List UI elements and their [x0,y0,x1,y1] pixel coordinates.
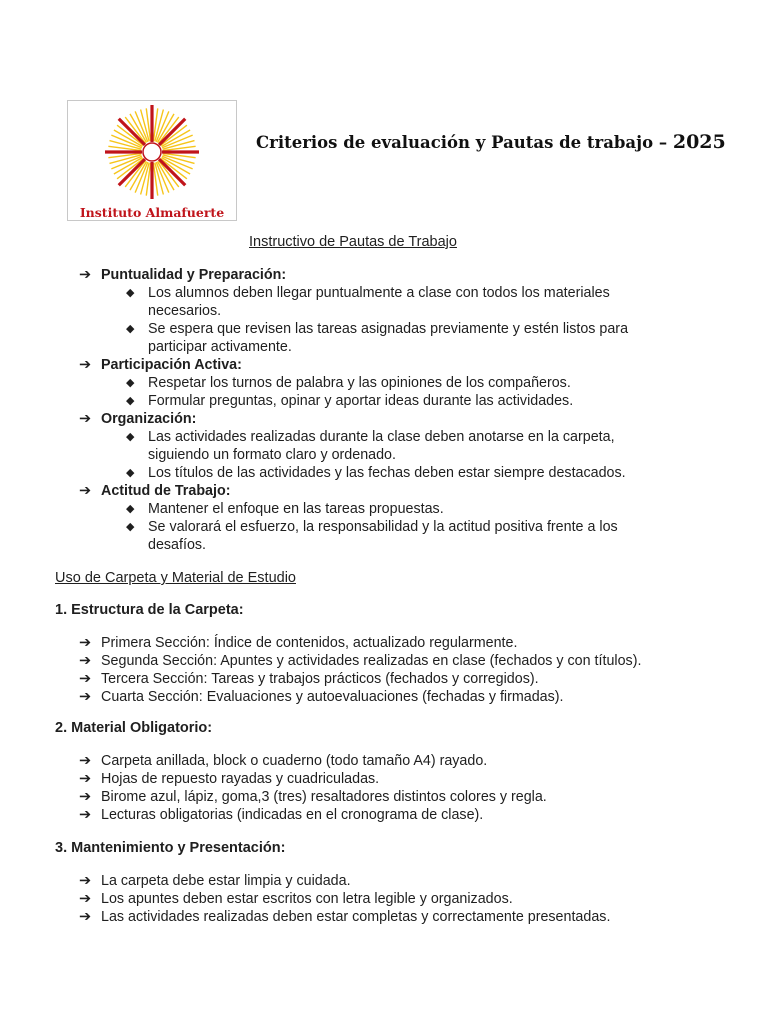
arrow-icon: ➔ [79,671,91,687]
diamond-bullet-icon: ◆ [126,503,135,515]
arrow-icon: ➔ [79,789,91,805]
arrow-icon: ➔ [79,909,91,925]
list-item-text: Los títulos de las actividades y las fechas deben estar siempre destacados. [148,465,626,481]
arrow-icon: ➔ [79,807,91,823]
list-item-text: Las actividades realizadas deben estar completas y correctamente presentadas. [101,909,611,925]
institute-logo [67,100,237,221]
list-item-text: Hojas de repuesto rayadas y cuadriculadas. [101,771,380,787]
section-heading: 1. Estructura de la Carpeta: [55,602,244,618]
list-item-text: Los alumnos deben llegar puntualmente a clase con todos los materiales [148,285,610,301]
diamond-bullet-icon: ◆ [126,431,135,443]
list-item-text: Respetar los turnos de palabra y las opiniones de los compañeros. [148,375,571,391]
uso-title: Uso de Carpeta y Material de Estudio [55,570,296,586]
list-item-text: Mantener el enfoque en las tareas propuestas. [148,501,444,517]
instructivo-title: Instructivo de Pautas de Trabajo [249,234,457,250]
list-item-text: Se espera que revisen las tareas asignadas previamente y estén listos para [148,321,629,337]
sunburst-logo-icon [68,101,238,222]
logo-text: Instituto Almafuerte [79,205,225,220]
arrow-icon: ➔ [79,267,91,283]
list-item-text: Las actividades realizadas durante la clase deben anotarse en la carpeta, [148,429,615,445]
document-title [256,131,726,153]
list-item-text: Tercera Sección: Tareas y trabajos prácticos (fechados y corregidos). [101,671,539,687]
list-item-text: Formular preguntas, opinar y aportar ideas durante las actividades. [148,393,574,409]
list-heading: Organización: [101,411,197,427]
diamond-bullet-icon: ◆ [126,377,135,389]
list-item-text: Los apuntes deben estar escritos con letra legible y organizados. [101,891,513,907]
list-item-text: desafíos. [148,537,207,553]
list-heading: Actitud de Trabajo: [101,483,231,499]
arrow-icon: ➔ [79,653,91,669]
diamond-bullet-icon: ◆ [126,521,135,533]
arrow-icon: ➔ [79,357,91,373]
diamond-bullet-icon: ◆ [126,323,135,335]
diamond-bullet-icon: ◆ [126,395,135,407]
document-year: 2025 [672,131,726,153]
diamond-bullet-icon: ◆ [126,287,135,299]
arrow-icon: ➔ [79,411,91,427]
arrow-icon: ➔ [79,635,91,651]
list-item-text: Lecturas obligatorias (indicadas en el cronograma de clase). [101,807,484,823]
arrow-icon: ➔ [79,483,91,499]
list-item-text: siguiendo un formato claro y ordenado. [148,447,396,463]
arrow-icon: ➔ [79,771,91,787]
section-heading: 3. Mantenimiento y Presentación: [55,840,286,856]
list-item-text: Se valorará el esfuerzo, la responsabilidad y la actitud positiva frente a los [148,519,618,535]
list-item-text: Carpeta anillada, block o cuaderno (todo tamaño A4) rayado. [101,753,488,769]
arrow-icon: ➔ [79,873,91,889]
list-heading: Puntualidad y Preparación: [101,267,287,283]
section-heading: 2. Material Obligatorio: [55,720,213,736]
list-item-text: participar activamente. [148,339,292,355]
list-item-text: Birome azul, lápiz, goma,3 (tres) resaltadores distintos colores y regla. [101,789,547,805]
list-heading: Participación Activa: [101,357,242,373]
list-item-text: Primera Sección: Índice de contenidos, actualizado regularmente. [101,635,518,651]
arrow-icon: ➔ [79,689,91,705]
list-item-text: Cuarta Sección: Evaluaciones y autoevaluaciones (fechadas y firmadas). [101,689,564,705]
list-item-text: necesarios. [148,303,222,319]
document-title-text: Criterios de evaluación y Pautas de trabajo – [256,133,668,152]
arrow-icon: ➔ [79,753,91,769]
diamond-bullet-icon: ◆ [126,467,135,479]
arrow-icon: ➔ [79,891,91,907]
list-item-text: La carpeta debe estar limpia y cuidada. [101,873,351,889]
list-item-text: Segunda Sección: Apuntes y actividades realizadas en clase (fechados y con títulos). [101,653,642,669]
